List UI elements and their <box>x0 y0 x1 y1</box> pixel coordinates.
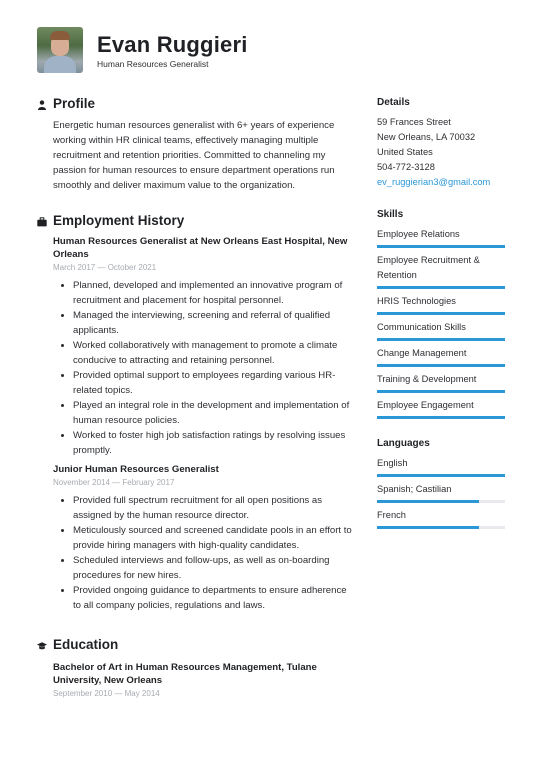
skill-item <box>377 253 505 289</box>
employment-heading: Employment History <box>53 213 185 228</box>
skill-level-bar <box>377 312 505 315</box>
language-item <box>377 482 505 503</box>
education-heading: Education <box>53 637 119 652</box>
skill-label: Change Management <box>377 348 467 358</box>
degree-dates: September 2010 — May 2014 <box>53 689 160 698</box>
candidate-name: Evan Ruggieri <box>97 32 248 57</box>
briefcase-icon <box>37 217 47 227</box>
language-level-bar <box>377 474 505 477</box>
profile-summary: Energetic human resources generalist with 6+ years of experience working within HR clinical teams, effectively managing multiple recruitment and retention priorities. Committed to channeling my passion for human resources to ensure department operations run smoothly and deliver maximum value to the organization. <box>53 120 335 191</box>
job-bullets <box>37 493 355 613</box>
phone-number: 504-772-3128 <box>377 162 435 172</box>
education-section <box>37 637 355 700</box>
language-item <box>377 508 505 529</box>
list-item: Managed the interviewing, screening and referral of qualified applicants. <box>73 308 355 338</box>
language-label: English <box>377 458 408 468</box>
job-title: Human Resources Generalist at New Orleans East Hospital, New Orleans <box>53 236 348 260</box>
skill-item <box>377 320 505 341</box>
skill-item <box>377 294 505 315</box>
skill-level-bar <box>377 245 505 248</box>
skill-item <box>377 372 505 393</box>
person-icon <box>37 100 47 110</box>
job-entry <box>37 463 355 613</box>
job-entry <box>37 235 355 458</box>
list-item: Meticulously sourced and screened candidate pools in an effort to provide hiring managers with high-quality candidates. <box>73 523 355 553</box>
list-item: Played an integral role in the development and implementation of human resource policies. <box>73 398 355 428</box>
main-column <box>37 96 355 700</box>
skill-item <box>377 346 505 367</box>
job-dates: November 2014 — February 2017 <box>53 478 175 487</box>
details-section <box>377 96 505 190</box>
list-item: Provided ongoing guidance to departments to ensure adherence to all company policies, regulations and laws. <box>73 583 355 613</box>
job-bullets <box>37 278 355 458</box>
profile-heading: Profile <box>53 96 96 111</box>
profile-heading-row <box>37 96 355 114</box>
skill-level-bar <box>377 364 505 367</box>
job-title: Junior Human Resources Generalist <box>53 464 219 475</box>
list-item: Scheduled interviews and follow-ups, as well as on-boarding procedures for new hires. <box>73 553 355 583</box>
list-item: Worked to foster high job satisfaction ratings by resolving issues promptly. <box>73 428 355 458</box>
skill-level-bar <box>377 286 505 289</box>
email-link[interactable]: ev_ruggierian3@gmail.com <box>377 177 491 187</box>
skill-label: HRIS Technologies <box>377 296 456 306</box>
address-country: United States <box>377 147 433 157</box>
languages-heading: Languages <box>377 438 430 449</box>
languages-section <box>377 437 505 529</box>
employment-heading-row <box>37 213 355 231</box>
avatar <box>37 27 83 73</box>
skill-label: Employee Engagement <box>377 400 474 410</box>
skills-heading: Skills <box>377 209 404 220</box>
education-heading-row <box>37 637 355 655</box>
skill-label: Employee Relations <box>377 229 460 239</box>
sidebar-column <box>377 96 505 534</box>
list-item: Worked collaboratively with management to promote a climate conducive to attracting and retaining personnel. <box>73 338 355 368</box>
skill-label: Employee Recruitment & Retention <box>377 255 480 280</box>
language-label: Spanish; Castilian <box>377 484 452 494</box>
skill-level-bar <box>377 338 505 341</box>
address-city: New Orleans, LA 70032 <box>377 132 476 142</box>
list-item: Provided optimal support to employees regarding various HR-related topics. <box>73 368 355 398</box>
language-item <box>377 456 505 477</box>
language-level-bar <box>377 500 505 503</box>
employment-section <box>37 213 355 613</box>
skill-item <box>377 227 505 248</box>
profile-section <box>37 96 355 193</box>
skill-item <box>377 398 505 419</box>
language-level-bar <box>377 526 505 529</box>
candidate-title: Human Resources Generalist <box>97 59 209 69</box>
address-street: 59 Frances Street <box>377 117 451 127</box>
degree-title: Bachelor of Art in Human Resources Management, Tulane University, New Orleans <box>53 662 317 686</box>
language-label: French <box>377 510 406 520</box>
skill-level-bar <box>377 416 505 419</box>
skill-label: Training & Development <box>377 374 477 384</box>
skills-section <box>377 208 505 419</box>
graduation-cap-icon <box>37 641 47 651</box>
details-heading: Details <box>377 97 410 108</box>
list-item: Planned, developed and implemented an innovative program of recruitment and placement for hospital personnel. <box>73 278 355 308</box>
list-item: Provided full spectrum recruitment for all open positions as assigned by the human resource director. <box>73 493 355 523</box>
skill-level-bar <box>377 390 505 393</box>
skill-label: Communication Skills <box>377 322 466 332</box>
job-dates: March 2017 — October 2021 <box>53 263 157 272</box>
